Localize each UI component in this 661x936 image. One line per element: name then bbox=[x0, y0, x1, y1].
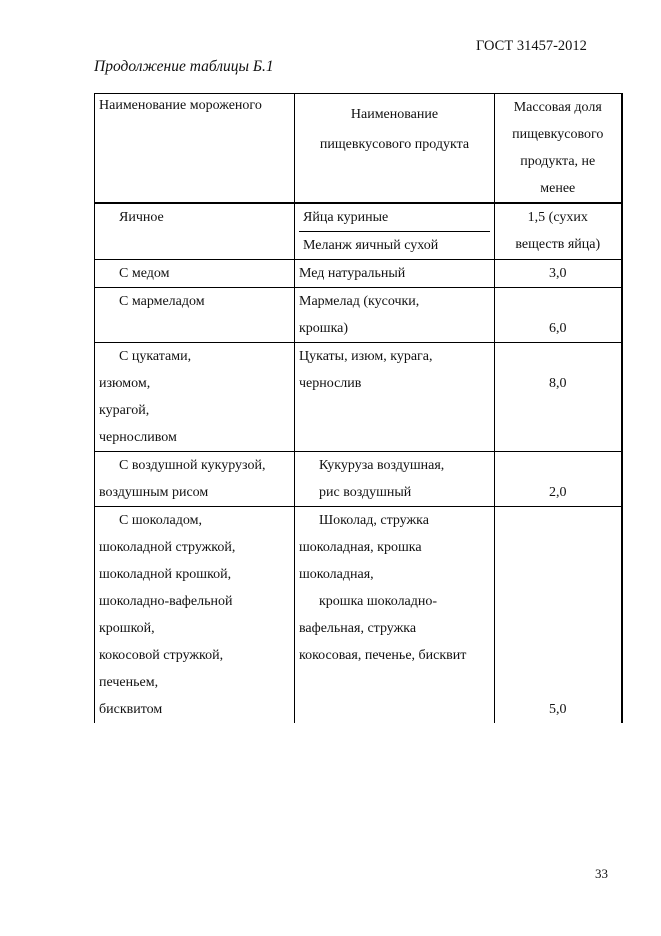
cell-text: печеньем, bbox=[99, 675, 159, 690]
cell-product bbox=[295, 452, 495, 507]
cell-text: веществ яйца) bbox=[515, 237, 601, 252]
cell-value bbox=[495, 260, 622, 288]
cell-text: шоколадная, крошка bbox=[299, 540, 422, 555]
document-code: ГОСТ 31457-2012 bbox=[476, 38, 587, 54]
cell-text: крошка шоколадно- bbox=[319, 594, 438, 609]
header-mass-fraction bbox=[495, 94, 622, 204]
ingredients-table bbox=[94, 93, 623, 723]
cell-text: шоколадно-вафельной bbox=[99, 594, 233, 609]
cell-text: воздушным рисом bbox=[99, 485, 209, 500]
header-line: Наименование bbox=[350, 107, 439, 122]
cell-text: Цукаты, изюм, курага, bbox=[299, 349, 433, 364]
cell-text: Мед натуральный bbox=[299, 266, 406, 281]
cell-text: кокосовой стружкой, bbox=[99, 648, 224, 663]
cell-text: шоколадной стружкой, bbox=[99, 540, 236, 555]
cell-text: 5,0 bbox=[549, 702, 567, 717]
cell-text: 6,0 bbox=[549, 321, 567, 336]
cell-text: 1,5 (сухих bbox=[527, 210, 588, 225]
header-line: менее bbox=[540, 181, 576, 196]
table-row bbox=[95, 288, 622, 343]
cell-text: курагой, bbox=[99, 403, 150, 418]
cell-ice-cream bbox=[95, 203, 295, 260]
header-line: Массовая доля bbox=[513, 100, 602, 115]
table-row bbox=[95, 343, 622, 452]
cell-value bbox=[495, 203, 622, 260]
cell-ice-cream bbox=[95, 343, 295, 452]
cell-ice-cream bbox=[95, 452, 295, 507]
cell-text: Яичное bbox=[119, 210, 164, 225]
table-caption: Продолжение таблицы Б.1 bbox=[94, 58, 274, 75]
table-row bbox=[95, 507, 622, 724]
cell-product bbox=[295, 203, 495, 260]
header-ice-cream-name: Наименование мороженого bbox=[95, 94, 295, 204]
cell-product bbox=[295, 260, 495, 288]
cell-text: С медом bbox=[119, 266, 170, 281]
cell-text: 2,0 bbox=[549, 485, 567, 500]
cell-text: С мармеладом bbox=[119, 294, 205, 309]
cell-text: вафельная, стружка bbox=[299, 621, 417, 636]
table-row bbox=[95, 203, 622, 260]
cell-value bbox=[495, 343, 622, 452]
table-row bbox=[95, 452, 622, 507]
header-line: продукта, не bbox=[520, 154, 596, 169]
table-header-row bbox=[95, 94, 622, 204]
cell-text: Шоколад, стружка bbox=[319, 513, 429, 528]
cell-text: изюмом, bbox=[99, 376, 151, 391]
cell-value bbox=[495, 452, 622, 507]
cell-value bbox=[495, 507, 622, 724]
cell-ice-cream bbox=[95, 507, 295, 724]
header-product-name bbox=[295, 94, 495, 204]
cell-value bbox=[495, 288, 622, 343]
cell-ice-cream bbox=[95, 260, 295, 288]
header-line: пищевкусового продукта bbox=[319, 137, 470, 152]
cell-text: шоколадная, bbox=[299, 567, 374, 582]
header-line: пищевкусового bbox=[512, 127, 604, 142]
cell-text: чернослив bbox=[299, 376, 362, 391]
cell-text: шоколадной крошкой, bbox=[99, 567, 232, 582]
cell-product bbox=[295, 343, 495, 452]
cell-text: Кукуруза воздушная, bbox=[319, 458, 445, 473]
cell-ice-cream bbox=[95, 288, 295, 343]
table-row bbox=[95, 260, 622, 288]
cell-text: рис воздушный bbox=[319, 485, 412, 500]
cell-text: Яйца куриные bbox=[299, 204, 490, 232]
cell-text: Меланж яичный сухой bbox=[303, 238, 439, 253]
cell-text: Мармелад (кусочки, bbox=[299, 294, 420, 309]
cell-text: кокосовая, печенье, бисквит bbox=[299, 648, 467, 663]
cell-text: бисквитом bbox=[99, 702, 163, 717]
cell-product bbox=[295, 288, 495, 343]
cell-text: крошкой, bbox=[99, 621, 155, 636]
cell-text: 8,0 bbox=[549, 376, 567, 391]
cell-text: черносливом bbox=[99, 430, 177, 445]
cell-text: крошка) bbox=[299, 321, 349, 336]
cell-text: С шоколадом, bbox=[119, 513, 202, 528]
cell-text: С цукатами, bbox=[119, 349, 192, 364]
page-number: 33 bbox=[595, 866, 608, 881]
cell-text: С воздушной кукурузой, bbox=[119, 458, 266, 473]
cell-product bbox=[295, 507, 495, 724]
cell-text: 3,0 bbox=[549, 266, 567, 281]
